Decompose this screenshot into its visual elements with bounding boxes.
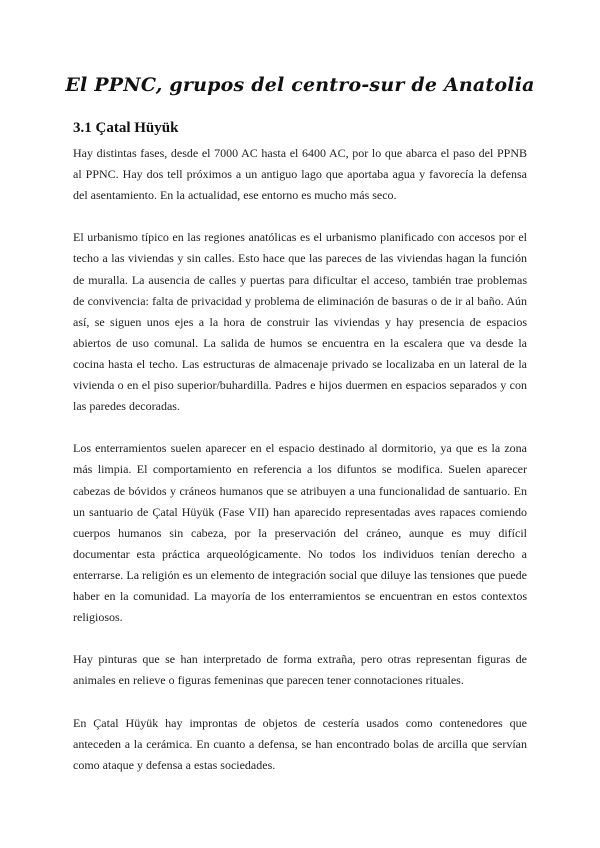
page-title: El PPNC, grupos del centro-sur de Anatolia bbox=[65, 74, 535, 96]
paragraph-paintings: Hay pinturas que se han interpretado de forma extraña, pero otras representan figuras de animales en relieve o figuras femeninas que parecen tener connotaciones rituales. bbox=[73, 652, 527, 688]
paragraph-urbanism: El urbanismo típico en las regiones anatólicas es el urbanismo planificado con accesos por el techo a las viviendas y sin calles. Esto hace que las pareces de las viviendas hagan la función de muralla. La ausencia de calles y puertas para dificultar el acceso, también trae problemas de convivencia: falta de privacidad y problema de eliminación de basuras o de ir al baño. Aún así, se siguen unos ejes a la hora de construir las viviendas y hay presencia de espacios abiertos de uso comunal. La salida de humos se encuentra en la escalera que va desde la cocina hasta el techo. Las estructuras de almacenaje privado se localizaba en un lateral de la vivienda o en el piso superior/buhardilla. Padres e hijos duermen en espacios separados y con las paredes decoradas. bbox=[73, 230, 527, 414]
paragraph-basketry: En Çatal Hüyük hay improntas de objetos de cestería usados como contenedores que anteceden a la cerámica. En cuanto a defensa, se han encontrado bolas de arcilla que servían como ataque y defensa a estas sociedades. bbox=[73, 715, 527, 772]
paragraph-burials: Los enterramientos suelen aparecer en el espacio destinado al dormitorio, ya que es la zona más limpia. El comportamiento en referencia a los difuntos se modifica. Suelen aparecer cabezas de bóvidos y cráneos humanos que se atribuyen a una funcionalidad de santuario. En un santuario de Çatal Hüyük (Fase VII) han aparecido representadas aves rapaces comiendo cuerpos humanos sin cabeza, por la preservación del cráneo, aunque es muy difícil documentar esta práctica arqueológicamente. No todos los individuos tenían derecho a enterrarse. La religión es un elemento de integración social que diluye las tensiones que puede haber en la comunidad. La mayoría de los enterramientos se encuentran en estos contextos religiosos. bbox=[73, 441, 527, 625]
paragraph-phases: Hay distintas fases, desde el 7000 AC hasta el 6400 AC, por lo que abarca el paso del PPNB al PPNC. Hay dos tell próximos a un antiguo lago que aportaba agua y favorecía la defensa del asentamiento. En la actualidad, ese entorno es mucho más seco. bbox=[73, 146, 527, 203]
section-heading: 3.1 Çatal Hüyük bbox=[73, 120, 179, 136]
body-text bbox=[73, 143, 527, 797]
